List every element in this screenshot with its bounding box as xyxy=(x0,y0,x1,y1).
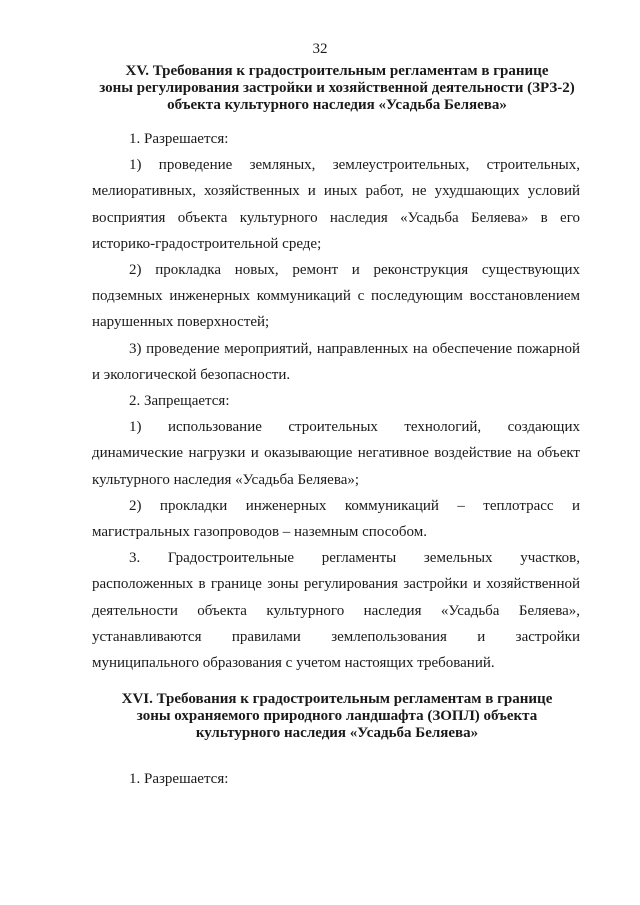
paragraph-prohibited-item-1: 1) использование строительных технологий, создающих динамические нагрузки и оказывающие негативное воздействие на объект культурного наследия «Усадьба Беляева»; xyxy=(92,419,580,488)
paragraph-permitted-item-3: 3) проведение мероприятий, направленных на обеспечение пожарной и экологической безопасности. xyxy=(92,340,580,383)
section-xv-title-line: объекта культурного наследия «Усадьба Беляева» xyxy=(167,97,507,113)
paragraph-prohibited-item-2: 2) прокладки инженерных коммуникаций – теплотрасс и магистральных газопроводов – наземным способом. xyxy=(92,497,580,541)
paragraph-permitted-item-1: 1) проведение земляных, землеустроительных, строительных, мелиоративных, хозяйственных и иных работ, не ухудшающих условий восприятия объекта культурного наследия «Усадьба Беляева» в его историко-градостроительной среде; xyxy=(92,157,580,252)
section-xv-title-line: зоны регулирования застройки и хозяйственной деятельности (ЗРЗ-2) xyxy=(99,80,575,96)
section-xv-title-line: XV. Требования к градостроительным регламентам в границе xyxy=(125,63,549,79)
paragraph-prohibited-heading: 2. Запрещается: xyxy=(129,393,230,410)
section-xv-body xyxy=(92,126,580,676)
section-xvi-title-line: XVI. Требования к градостроительным регламентам в границе xyxy=(121,691,553,707)
section-xvi-title xyxy=(92,691,582,742)
paragraph-permitted-heading: 1. Разрешается: xyxy=(129,131,229,147)
section-xvi-body xyxy=(92,766,580,792)
paragraph-permitted-item-2: 2) прокладка новых, ремонт и реконструкция существующих подземных инженерных коммуникаций с последующим восстановлением нарушенных поверхностей; xyxy=(92,262,580,331)
section-xv-title xyxy=(92,63,582,114)
section-xvi-title-line: культурного наследия «Усадьба Беляева» xyxy=(195,725,479,741)
section-xvi-title-line: зоны охраняемого природного ландшафта (ЗОПЛ) объекта xyxy=(136,708,538,724)
paragraph-regulations: 3. Градостроительные регламенты земельных участков, расположенных в границе зоны регулирования застройки и хозяйственной деятельности объекта культурного наследия «Усадьба Беляева», устанавливаются правилами землепользования и застройки муниципального образования с учетом настоящих требований. xyxy=(92,550,580,672)
page-number: 32 xyxy=(312,41,328,57)
paragraph-permitted-heading: 1. Разрешается: xyxy=(129,771,229,787)
